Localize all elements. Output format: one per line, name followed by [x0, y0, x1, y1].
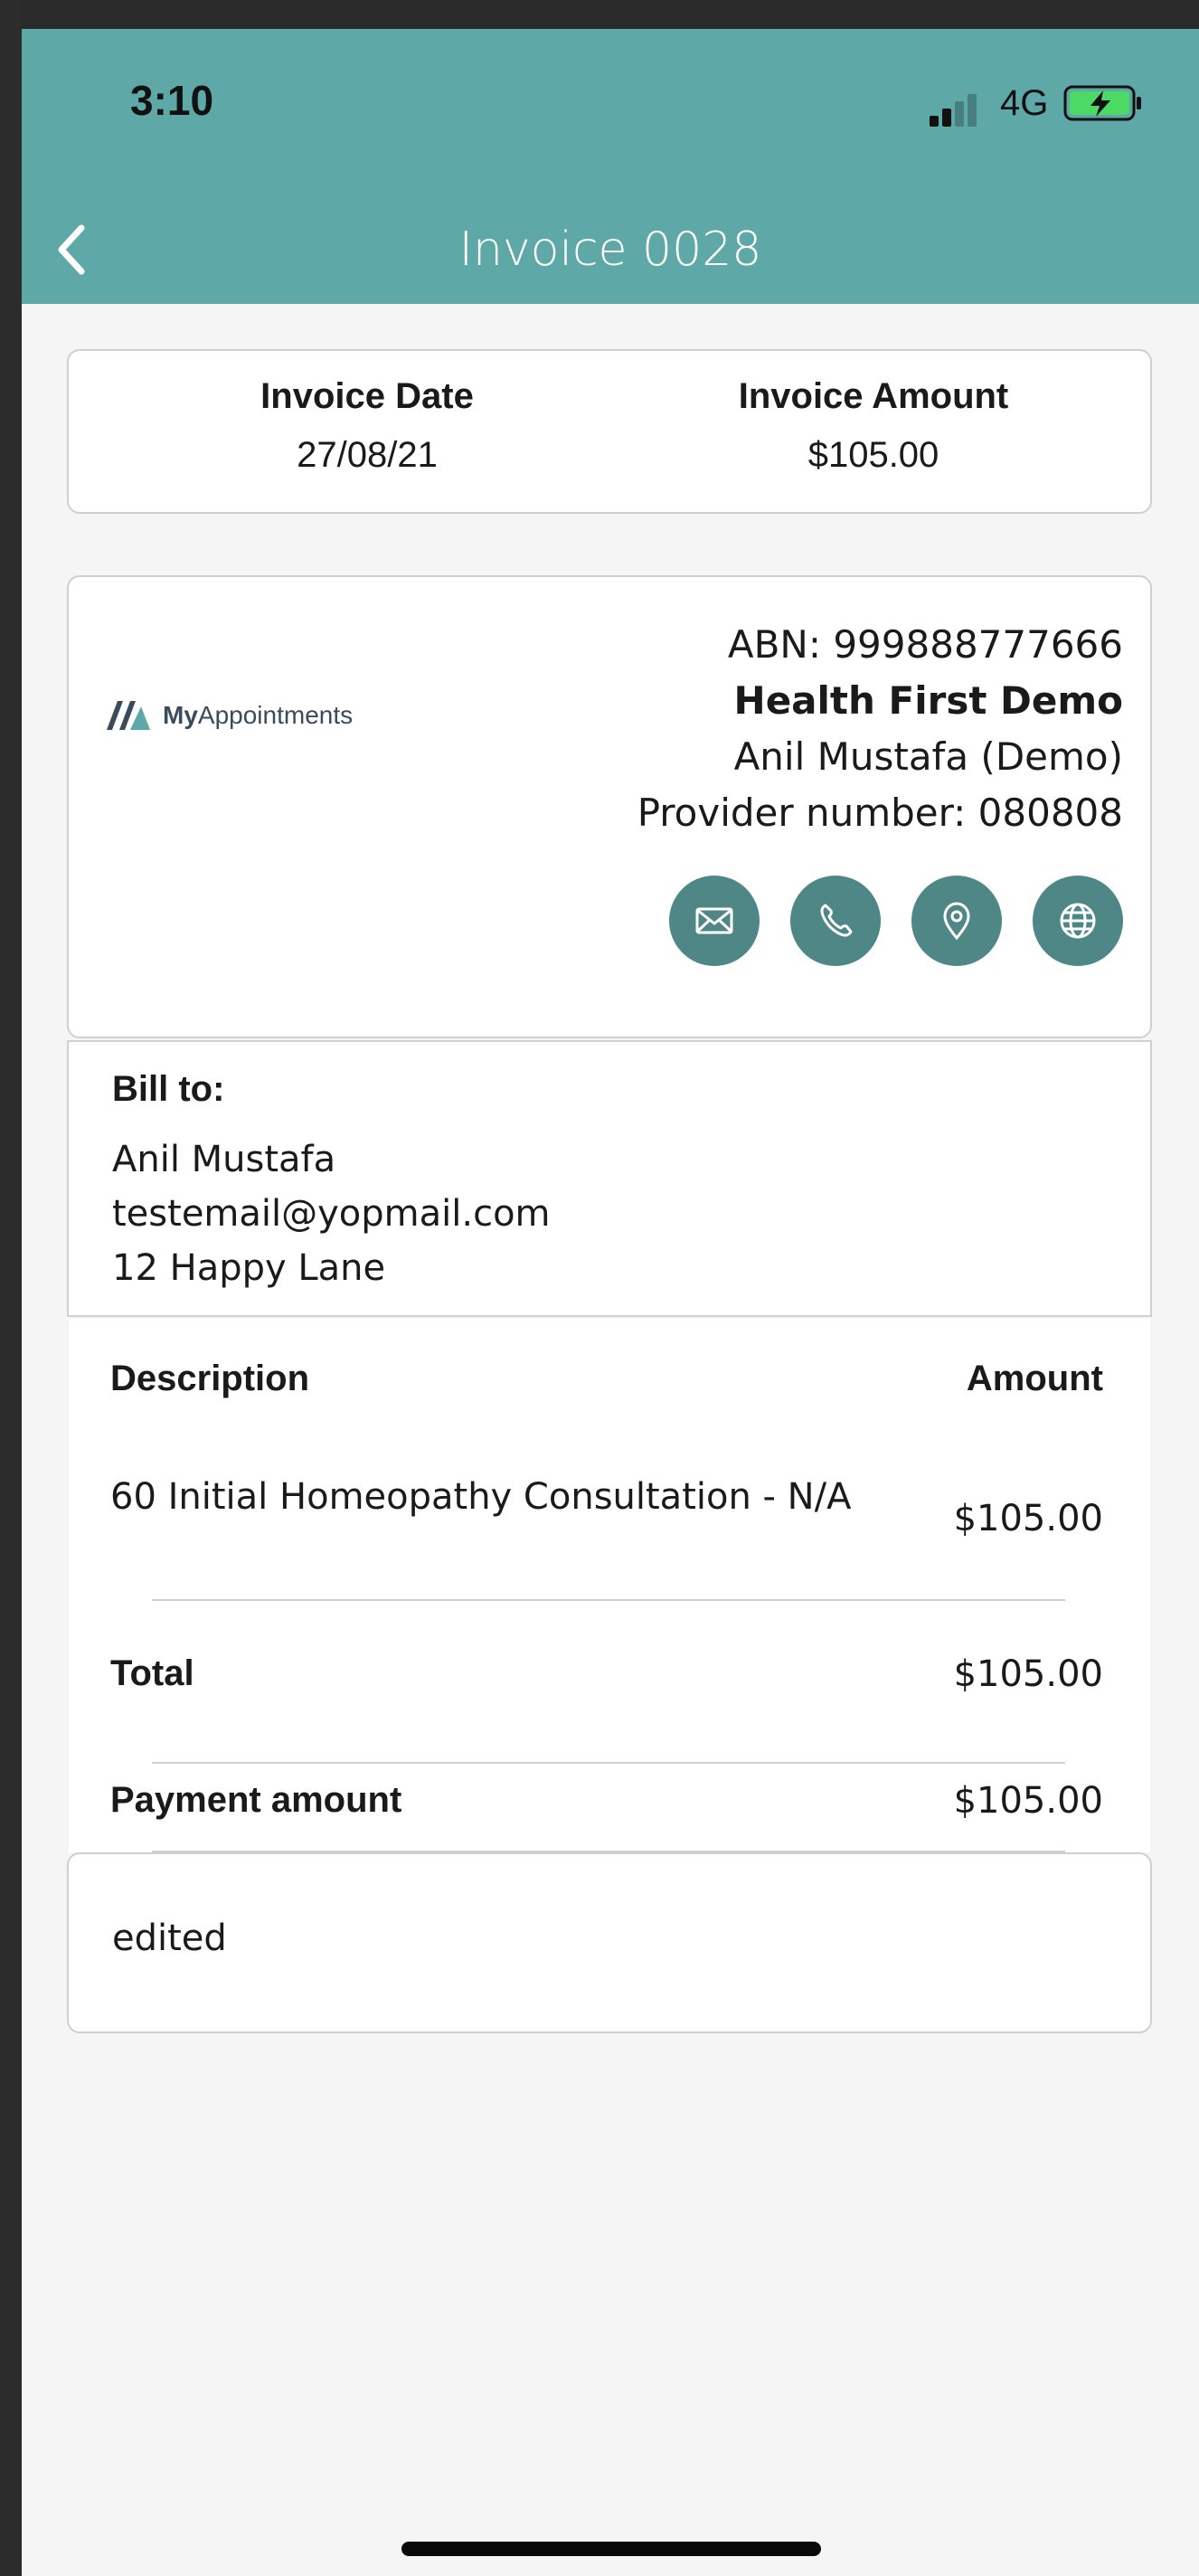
location-pin-icon: [932, 896, 981, 945]
line-item-description: 60 Initial Homeopathy Consultation - N/A: [110, 1476, 852, 1518]
location-button[interactable]: [911, 876, 1002, 966]
line-items-header: [69, 1359, 1150, 1404]
my-appointments-logo: [103, 693, 353, 738]
business-name: Health First Demo: [733, 678, 1123, 723]
app-screen: [22, 29, 1199, 2576]
line-items-section: [69, 1319, 1150, 1852]
network-type: 4G: [1000, 83, 1049, 123]
globe-icon: [1053, 896, 1102, 945]
provider-number: Provider number: 080808: [637, 791, 1123, 835]
payment-value: $105.00: [953, 1780, 1103, 1822]
screen-edge-left: [0, 0, 22, 2576]
divider: [152, 1599, 1065, 1601]
invoice-date-block: [141, 376, 593, 476]
abn-text: ABN: 999888777666: [727, 622, 1123, 667]
total-value: $105.00: [953, 1653, 1103, 1695]
nav-bar: [22, 210, 1199, 291]
app-header: [22, 29, 1199, 304]
total-label: Total: [110, 1653, 194, 1693]
divider: [152, 1762, 1065, 1764]
page-title: Invoice 0028: [458, 223, 762, 277]
total-row: [69, 1653, 1150, 1699]
logo-text-bold: My: [163, 701, 198, 729]
website-button[interactable]: [1033, 876, 1123, 966]
notes-card: [67, 1852, 1152, 2033]
payment-label: Payment amount: [110, 1780, 402, 1820]
invoice-amount-label: Invoice Amount: [738, 376, 1009, 416]
client-address: 12 Happy Lane: [112, 1247, 386, 1289]
practitioner-name: Anil Mustafa (Demo): [733, 734, 1123, 779]
signal-icon: [930, 90, 984, 127]
logo-mark-icon: [103, 697, 154, 734]
invoice-date-label: Invoice Date: [260, 376, 474, 416]
client-email: testemail@yopmail.com: [112, 1193, 551, 1235]
screen-edge-top: [0, 0, 1199, 29]
provider-card: [67, 575, 1152, 1038]
contact-actions: [669, 876, 1123, 966]
description-header: Description: [110, 1359, 310, 1398]
notes-text: edited: [112, 1918, 227, 1959]
home-indicator[interactable]: [401, 2542, 821, 2556]
bill-to-details: [112, 1132, 551, 1295]
logo-text: Appointments: [197, 701, 354, 729]
provider-details: [637, 617, 1123, 841]
mail-icon: [690, 896, 739, 945]
phone-button[interactable]: [790, 876, 881, 966]
invoice-amount-value: $105.00: [807, 435, 939, 475]
status-time: 3:10: [130, 77, 214, 124]
line-item-amount: $105.00: [953, 1498, 1103, 1539]
invoice-date-value: 27/08/21: [297, 435, 438, 475]
battery-charging-icon: [1063, 83, 1145, 123]
line-item-row: [69, 1476, 1150, 1576]
phone-icon: [811, 896, 860, 945]
client-name: Anil Mustafa: [112, 1139, 336, 1180]
payment-row: [69, 1780, 1150, 1825]
invoice-summary-card: [67, 349, 1152, 514]
bill-to-section: [67, 1040, 1152, 1317]
invoice-amount-block: [647, 376, 1100, 476]
bill-to-label: Bill to:: [112, 1069, 225, 1109]
amount-header: Amount: [966, 1359, 1103, 1398]
email-button[interactable]: [669, 876, 760, 966]
